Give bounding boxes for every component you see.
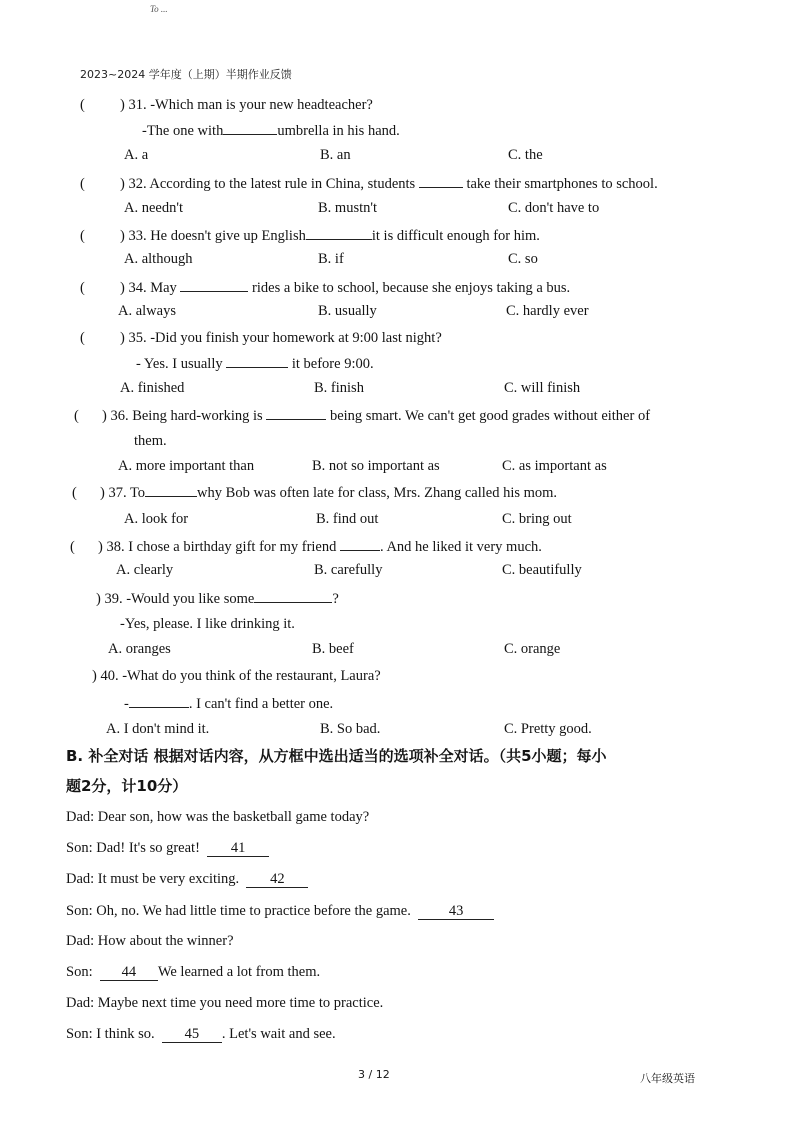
option-a: A. clearly xyxy=(116,562,174,578)
question-36: ( ) 36. Being hard-working is being smart. We can't get good grades without either of xyxy=(74,408,651,424)
option-a: A. although xyxy=(124,251,193,267)
question-31-line2: -The one with umbrella in his hand. xyxy=(142,123,400,139)
answer-blank-44: 44 xyxy=(100,965,158,981)
question-36-line2: them. xyxy=(134,433,167,449)
option-a: A. always xyxy=(118,303,176,319)
answer-blank-42: 42 xyxy=(246,872,308,888)
question-35-line2: - Yes. I usually it before 9:00. xyxy=(136,356,374,372)
option-b: B. mustn't xyxy=(318,200,378,216)
question-39-line2: -Yes, please. I like drinking it. xyxy=(120,616,295,632)
option-c: C. so xyxy=(508,251,538,267)
question-31: ( ) 31. -Which man is your new headteacher? xyxy=(80,97,373,113)
question-37: ( ) 37. To why Bob was often late for class, Mrs. Zhang called his mom. xyxy=(72,485,558,501)
question-39: ) 39. -Would you like some ? xyxy=(96,591,339,607)
option-c: C. hardly ever xyxy=(506,303,589,319)
option-b: B. not so important as xyxy=(312,458,440,474)
answer-blank xyxy=(419,174,463,188)
option-b: B. find out xyxy=(316,511,379,527)
dialogue-line: Dad: How about the winner? xyxy=(66,933,234,949)
question-34: ( ) 34. May rides a bike to school, because she enjoys taking a bus. xyxy=(80,280,571,296)
option-c: C. will finish xyxy=(504,380,581,396)
question-33: ( ) 33. He doesn't give up English it is difficult enough for him. xyxy=(80,228,540,244)
answer-blank xyxy=(306,226,372,240)
option-a: A. needn't xyxy=(124,200,183,216)
dialogue-line: Dad: It must be very exciting. 42 xyxy=(66,871,308,888)
question-38: ( ) 38. I chose a birthday gift for my friend . And he liked it very much. xyxy=(70,539,542,555)
option-c: C. as important as xyxy=(502,458,607,474)
option-b: B. beef xyxy=(312,641,354,657)
option-a: A. I don't mind it. xyxy=(106,721,210,737)
option-b: B. an xyxy=(320,147,351,163)
option-b: B. So bad. xyxy=(320,721,381,737)
subject-label: 八年级英语 xyxy=(640,1072,695,1085)
option-a: A. a xyxy=(124,147,149,163)
answer-blank xyxy=(145,483,197,497)
section-b-title-line2: 题2分，计10分） xyxy=(66,777,188,795)
question-40: ) 40. -What do you think of the restaurant, Laura? xyxy=(92,668,381,684)
option-b: B. if xyxy=(318,251,344,267)
answer-blank xyxy=(180,278,248,292)
answer-blank xyxy=(226,354,288,368)
answer-blank-43: 43 xyxy=(418,904,494,920)
answer-blank xyxy=(129,694,189,708)
dialogue-line: Son: Oh, no. We had little time to practice before the game. 43 xyxy=(66,903,494,920)
option-b: B. usually xyxy=(318,303,377,319)
question-35: ( ) 35. -Did you finish your homework at 9:00 last night? xyxy=(80,330,442,346)
answer-blank-41: 41 xyxy=(207,841,269,857)
page-number: 3 / 12 xyxy=(358,1068,390,1081)
section-b-title: B. 补全对话 根据对话内容，从方框中选出适当的选项补全对话。（共5小题；每小 xyxy=(66,747,607,765)
option-c: C. don't have to xyxy=(508,200,600,216)
answer-blank xyxy=(266,406,326,420)
option-c: C. the xyxy=(508,147,543,163)
option-c: C. Pretty good. xyxy=(504,721,592,737)
option-b: B. finish xyxy=(314,380,364,396)
option-c: C. bring out xyxy=(502,511,572,527)
option-b: B. carefully xyxy=(314,562,383,578)
top-scan-mark: To ... xyxy=(150,4,168,14)
option-a: A. more important than xyxy=(118,458,255,474)
dialogue-line: Son: 44 We learned a lot from them. xyxy=(66,964,321,980)
option-c: C. orange xyxy=(504,641,561,657)
answer-blank xyxy=(223,121,277,135)
question-32: ( ) 32. According to the latest rule in China, students take their smartphones to school. xyxy=(80,176,658,192)
option-a: A. oranges xyxy=(108,641,171,657)
question-40-line2: - . I can't find a better one. xyxy=(124,696,334,712)
dialogue-line: Dad: Dear son, how was the basketball game today? xyxy=(66,809,370,825)
answer-blank xyxy=(254,589,332,603)
page-header: 2023~2024 学年度（上期）半期作业反馈 xyxy=(80,68,292,81)
dialogue-line: Son: I think so. 45 . Let's wait and see. xyxy=(66,1026,336,1042)
dialogue-line: Dad: Maybe next time you need more time to practice. xyxy=(66,995,384,1011)
option-a: A. look for xyxy=(124,511,189,527)
dialogue-line: Son: Dad! It's so great! 41 xyxy=(66,840,269,857)
answer-blank-45: 45 xyxy=(162,1027,222,1043)
option-c: C. beautifully xyxy=(502,562,582,578)
option-a: A. finished xyxy=(120,380,185,396)
answer-blank xyxy=(340,537,380,551)
